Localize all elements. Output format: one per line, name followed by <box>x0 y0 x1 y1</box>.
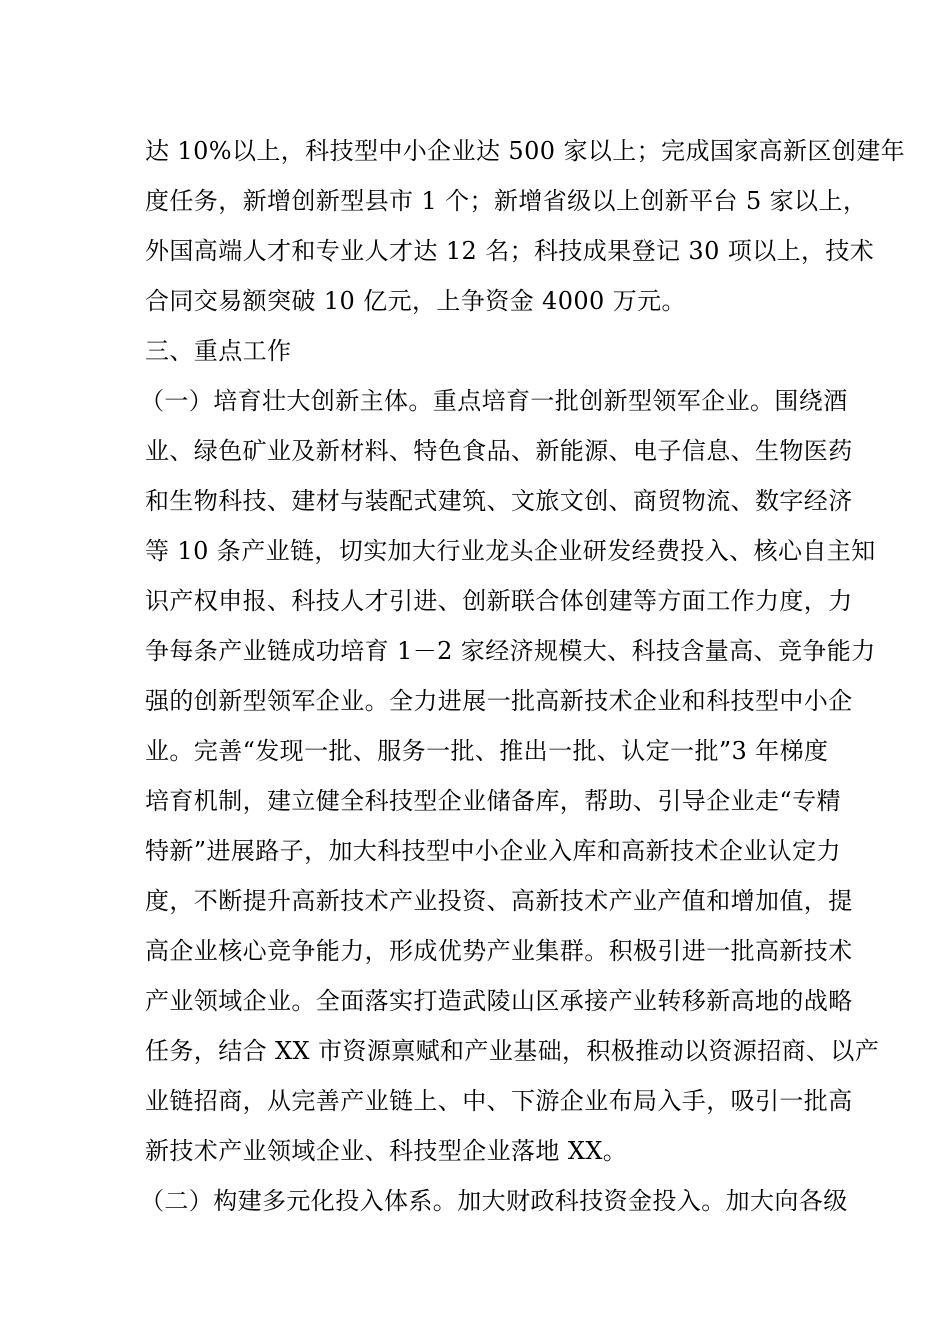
text-line: （一）培育壮大创新主体。重点培育一批创新型领军企业。围绕酒 <box>140 387 848 415</box>
text-line: 和生物科技、建材与装配式建筑、文旅文创、商贸物流、数字经济 <box>145 487 853 515</box>
text-line: 度任务，新增创新型县市 1 个；新增省级以上创新平台 5 家以上， <box>145 187 868 215</box>
section-heading: 三、重点工作 <box>145 337 292 365</box>
text-line: 强的创新型领军企业。全力进展一批高新技术企业和科技型中小企 <box>145 687 853 715</box>
text-line: 争每条产业链成功培育 1－2 家经济规模大、科技含量高、竞争能力 <box>145 637 876 665</box>
text-line: 等 10 条产业链，切实加大行业龙头企业研发经费投入、核心自主知 <box>145 537 876 565</box>
text-line: 特新”进展路子，加大科技型中小企业入库和高新技术企业认定力 <box>145 837 841 865</box>
text-line: 任务，结合 XX 市资源禀赋和产业基础，积极推动以资源招商、以产 <box>145 1037 880 1065</box>
text-line: 达 10%以上，科技型中小企业达 500 家以上；完成国家高新区创建年 <box>145 137 906 165</box>
text-line: 合同交易额突破 10 亿元，上争资金 4000 万元。 <box>145 287 686 315</box>
text-line: 高企业核心竞争能力，形成优势产业集群。积极引进一批高新技术 <box>145 937 853 965</box>
text-line: 外国高端人才和专业人才达 12 名；科技成果登记 30 项以上，技术 <box>145 237 875 265</box>
text-line: 度，不断提升高新技术产业投资、高新技术产业产值和增加值，提 <box>145 887 853 915</box>
text-line: 业、绿色矿业及新材料、特色食品、新能源、电子信息、生物医药 <box>145 437 853 465</box>
text-line: 识产权申报、科技人才引进、创新联合体创建等方面工作力度，力 <box>145 587 853 615</box>
text-line: （二）构建多元化投入体系。加大财政科技资金投入。加大向各级 <box>140 1187 848 1215</box>
text-line: 业链招商，从完善产业链上、中、下游企业布局入手，吸引一批高 <box>145 1087 853 1115</box>
text-line: 新技术产业领域企业、科技型企业落地 XX。 <box>145 1137 628 1165</box>
text-line: 业。完善“发现一批、服务一批、推出一批、认定一批”3 年梯度 <box>145 737 829 765</box>
text-line: 培育机制，建立健全科技型企业储备库，帮助、引导企业走“专精 <box>145 787 841 815</box>
text-line: 产业领域企业。全面落实打造武陵山区承接产业转移新高地的战略 <box>145 987 853 1015</box>
